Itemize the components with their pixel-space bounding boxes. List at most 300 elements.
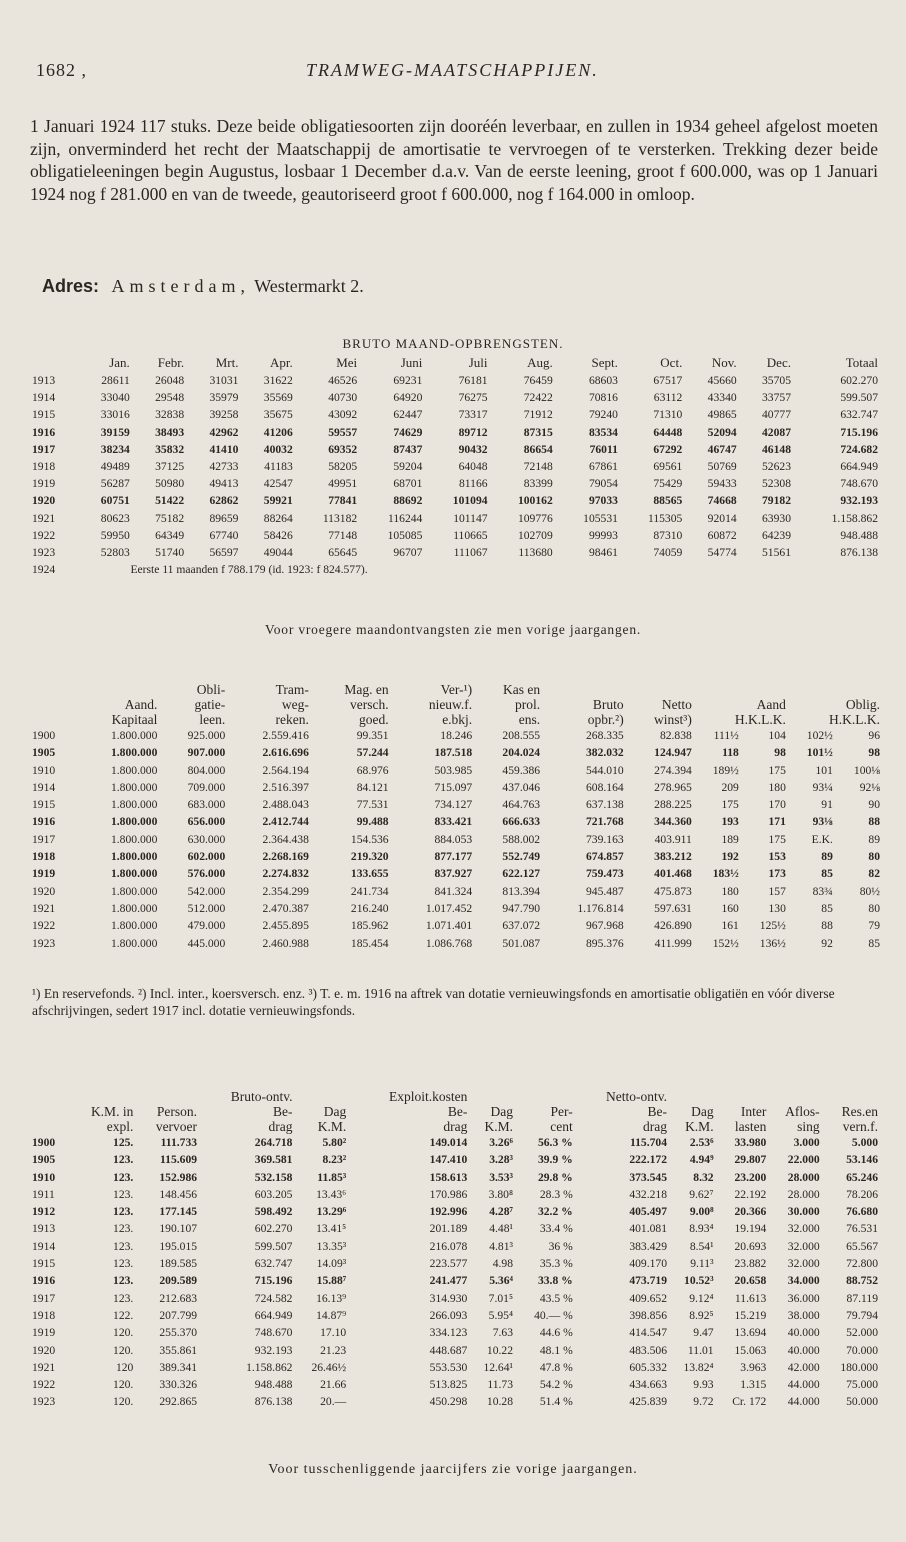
table-cell: 434.663 [629, 1378, 667, 1392]
table-cell: 32.000 [787, 1239, 820, 1253]
table-cell: 65645 [328, 546, 358, 560]
table-cell: 1921 [32, 1360, 56, 1374]
table-cell: 11.613 [734, 1291, 767, 1305]
table-cell: 9.47 [693, 1326, 714, 1340]
table-cell: 501.087 [502, 936, 541, 950]
table-cell: 43340 [707, 391, 737, 405]
table-cell: 241.734 [350, 884, 389, 898]
table-cell: 125½ [759, 919, 786, 933]
table-cell: 82.838 [659, 729, 692, 742]
table-cell: 724.582 [254, 1291, 293, 1305]
table-cell: 89 [868, 832, 880, 846]
table-cell: 599.507 [840, 391, 878, 405]
table-cell: 81166 [458, 477, 488, 491]
table-cell: 3.26⁶ [489, 1136, 513, 1149]
table-cell: 187.518 [434, 746, 473, 760]
table-row [32, 458, 878, 475]
column-header: Dag [490, 1104, 513, 1119]
table-cell: 1.800.000 [110, 780, 158, 794]
table-cell: 67740 [209, 528, 239, 542]
table-cell: 877.177 [434, 850, 473, 864]
table-row [32, 1342, 878, 1359]
table-cell: 31622 [263, 374, 293, 387]
table-cell: 30.000 [787, 1205, 820, 1219]
table-cell: 28.3 % [539, 1187, 573, 1201]
table-cell: 36.000 [787, 1291, 820, 1305]
column-header: prol. [514, 697, 541, 712]
table-cell: 1923 [32, 546, 56, 560]
table-cell: 79240 [588, 408, 618, 422]
table-cell: 603.205 [254, 1187, 293, 1201]
table-row [32, 510, 878, 527]
table-cell: 3.80⁸ [488, 1187, 513, 1201]
table-cell: 90432 [458, 442, 488, 456]
table-cell: 5.95⁴ [488, 1308, 513, 1322]
table-cell: 207.799 [159, 1308, 198, 1322]
table-cell: 115.609 [160, 1153, 198, 1167]
table-cell: 123. [113, 1170, 134, 1184]
column-header: Mag. en [344, 682, 389, 697]
table-cell: 42733 [209, 460, 239, 474]
table-cell: 1919 [32, 1326, 56, 1340]
table-cell: 2.412.744 [262, 815, 309, 829]
column-header [786, 682, 880, 697]
table-cell: 123. [113, 1257, 134, 1271]
table-row [32, 935, 880, 952]
table-cell: 111½ [713, 729, 739, 742]
table-cell: 109776 [517, 511, 553, 525]
column-header: Dag [691, 1104, 714, 1119]
table-cell: 123. [113, 1239, 134, 1253]
table-cell: 1.800.000 [110, 746, 158, 760]
table-cell: 64920 [393, 391, 423, 405]
table-cell: 398.856 [629, 1308, 667, 1322]
table-row [32, 441, 878, 458]
table-cell: 1922 [32, 919, 56, 933]
table-cell: 208.555 [502, 729, 541, 742]
table-cell: 632.747 [840, 408, 878, 422]
table-cell: 8.23² [322, 1153, 347, 1167]
table-cell: 93⅛ [812, 815, 833, 829]
table-cell: 1914 [32, 780, 56, 794]
table-cell: 4.94⁹ [689, 1153, 714, 1167]
table-cell: 83¾ [812, 884, 833, 898]
table-cell: 2.268.169 [262, 850, 309, 864]
table-cell: 2.364.438 [262, 832, 309, 846]
table-cell: 1917 [32, 1291, 56, 1305]
table-cell: 597.631 [654, 901, 692, 915]
table-cell: 16.13⁹ [316, 1291, 347, 1305]
table-cell: 23.882 [734, 1257, 767, 1271]
table-cell: 42087 [762, 425, 791, 439]
table-cell: 51422 [155, 494, 185, 508]
table-cell: 39258 [209, 408, 239, 422]
column-header: gatie- [194, 697, 226, 712]
table-cell: 76.531 [846, 1222, 878, 1236]
table-cell: 1910 [32, 763, 56, 777]
column-header: Be- [272, 1104, 293, 1119]
footnote-text: ¹) En reservefonds. ²) Incl. inter., koersversch. enz. ³) T. e. m. 1916 na aftrek van dotatie vernieuwingsfonds en amortisatie obligatiën en vóór diverse afschrijvingen, sedert 1917 incl. dotatie vernieuwingsfonds. [32, 986, 835, 1018]
table-cell: 664.949 [254, 1308, 293, 1322]
table-cell: 405.497 [629, 1205, 667, 1219]
column-header: K.M. [484, 1119, 513, 1134]
column-header [820, 1089, 878, 1104]
table-cell: 122. [113, 1308, 134, 1322]
table-cell: 52803 [100, 546, 130, 560]
table-cell: 32.000 [787, 1222, 820, 1236]
table-cell: 96 [868, 729, 880, 742]
table-cell: 85 [868, 936, 880, 950]
table-cell: 602.270 [840, 374, 878, 387]
column-header: H.K.L.K. [829, 712, 880, 727]
table-cell: 136½ [759, 936, 786, 950]
table-cell: 36 % [548, 1239, 573, 1253]
table-cell: 70816 [588, 391, 618, 405]
column-header [32, 697, 74, 712]
table-cell: 1916 [32, 1274, 56, 1288]
table-cell: 255.370 [159, 1326, 198, 1340]
table-cell: 382.032 [586, 746, 624, 760]
table-cell: 83399 [523, 477, 553, 491]
column-header: vern.f. [842, 1119, 878, 1134]
table-cell: 907.000 [187, 746, 226, 760]
column-header: H.K.L.K. [734, 712, 786, 727]
table-row [32, 779, 880, 796]
table-cell: 52094 [707, 425, 737, 439]
running-title: TRAMWEG-MAATSCHAPPIJEN. [306, 60, 599, 80]
table-cell: 278.965 [654, 780, 692, 794]
table-cell: 189.585 [159, 1257, 198, 1271]
table-cell: 40.000 [787, 1343, 820, 1357]
column-header: drag [443, 1119, 468, 1134]
table-cell: 369.581 [254, 1153, 293, 1167]
table-cell: 1.086.768 [425, 936, 473, 950]
table-cell: 101½ [806, 746, 833, 760]
table-cell: 59557 [328, 425, 358, 439]
table-cell: 11.85³ [317, 1170, 347, 1184]
table-cell: 98 [868, 746, 880, 760]
column-header: Dec. [766, 355, 791, 370]
table-row [32, 744, 880, 761]
column-header: Netto [661, 697, 692, 712]
table-cell: 605.332 [629, 1360, 667, 1374]
table-cell: 32.2 % [537, 1205, 573, 1219]
table-cell: 42962 [209, 425, 239, 439]
table-cell: 43.5 % [539, 1291, 573, 1305]
table-cell: 105531 [583, 511, 618, 525]
table-cell: 683.000 [187, 798, 226, 812]
table-cell: 1.800.000 [110, 763, 158, 777]
column-header [32, 712, 74, 727]
table-cell: 445.000 [187, 936, 226, 950]
table-cell: 100162 [517, 494, 553, 508]
operating-results-table [32, 1089, 878, 1411]
table-row [32, 1376, 878, 1393]
table-cell: 161 [721, 919, 739, 933]
column-header: Juni [400, 355, 423, 370]
table-cell: 209 [721, 780, 739, 794]
table-cell: 28.000 [787, 1187, 820, 1201]
table-cell: 5.80² [322, 1136, 347, 1149]
column-header: drag [268, 1119, 293, 1134]
table-cell: 75.000 [846, 1378, 878, 1392]
column-header: Juli [468, 355, 488, 370]
table-cell: 1917 [32, 832, 56, 846]
table-row [32, 561, 878, 578]
column-header: cent [550, 1119, 573, 1134]
table-cell: 544.010 [586, 763, 624, 777]
table-cell: 76011 [589, 442, 618, 456]
table-cell: 5.36⁴ [489, 1274, 513, 1288]
table-cell: 459.386 [502, 763, 541, 777]
table-cell: 98 [774, 746, 786, 760]
table-cell: 180 [721, 884, 739, 898]
table-cell: 1905 [32, 746, 56, 760]
table-cell: 355.861 [159, 1343, 198, 1357]
table-cell: 1920 [32, 884, 56, 898]
table-cell: 1.800.000 [110, 919, 158, 933]
table-cell: 409.652 [629, 1291, 667, 1305]
table-cell: 41410 [209, 442, 239, 456]
table-cell: 656.000 [187, 815, 226, 829]
table-cell: 123. [113, 1274, 134, 1288]
table-row [32, 1324, 878, 1341]
table-cell: 157 [768, 884, 786, 898]
column-header: K.M. in [90, 1104, 134, 1119]
table-cell: 1.800.000 [110, 901, 158, 915]
table-cell: 183½ [712, 867, 739, 881]
table-cell: 608.164 [586, 780, 624, 794]
table-cell: 734.127 [434, 798, 473, 812]
table-cell: 116244 [388, 511, 423, 525]
table-cell: 99993 [588, 528, 618, 542]
table-cell: 1.800.000 [110, 798, 158, 812]
table-cell: 14.09³ [316, 1257, 347, 1271]
table-cell: 4.81³ [489, 1239, 513, 1253]
table-cell: 450.298 [429, 1395, 468, 1409]
table-cell: 664.949 [840, 460, 878, 474]
table-cell: 87.119 [846, 1291, 878, 1305]
table-row [32, 1255, 878, 1272]
table-cell: 115305 [647, 511, 683, 525]
table-cell: 748.670 [254, 1326, 293, 1340]
table-cell: 78.206 [846, 1187, 878, 1201]
table-cell: 9.93 [693, 1378, 714, 1392]
table-cell: 1915 [32, 408, 56, 422]
table-cell: 4.48¹ [489, 1222, 513, 1236]
column-header: Aug. [527, 355, 553, 370]
table-cell: 598.492 [254, 1205, 293, 1219]
table-cell: 67861 [588, 460, 618, 474]
table-cell: 630.000 [187, 832, 226, 846]
table-cell: 3.963 [740, 1360, 767, 1374]
table-cell: 56597 [209, 546, 239, 560]
table-cell: 88565 [653, 494, 683, 508]
table-cell: 709.000 [187, 780, 226, 794]
table-cell: 111067 [453, 546, 488, 560]
table-cell: 88692 [393, 494, 423, 508]
table-cell: 75182 [155, 511, 185, 525]
table-cell: 426.890 [654, 919, 692, 933]
column-header: weg- [281, 697, 309, 712]
table-cell: 85 [821, 867, 833, 881]
table-cell: 759.473 [586, 867, 624, 881]
table-cell: 1921 [32, 901, 56, 915]
address-label: Adres: [42, 276, 100, 296]
table-cell: 120. [113, 1395, 134, 1409]
column-header [540, 682, 624, 697]
table-cell: 5.000 [851, 1136, 878, 1149]
table-cell: 59950 [100, 528, 130, 542]
table-row [32, 813, 880, 830]
table-cell: 1915 [32, 1257, 56, 1271]
table-row [32, 527, 878, 544]
table-cell: 1900 [32, 1136, 56, 1149]
table-cell: 1913 [32, 1222, 56, 1236]
column-header: Netto-ontv. [606, 1089, 667, 1104]
table2-footnote [32, 985, 878, 1019]
table-cell: 133.655 [350, 867, 389, 881]
table-cell: 93¼ [812, 780, 833, 794]
table-cell: 120 [115, 1360, 134, 1374]
table-cell: 79054 [588, 477, 618, 491]
table-cell: 9.00⁸ [689, 1205, 714, 1219]
table-row [32, 492, 878, 509]
table-cell: 553.530 [429, 1360, 468, 1374]
table-cell: 637.072 [502, 919, 541, 933]
table-cell: 1913 [32, 374, 56, 387]
table1-title: BRUTO MAAND-OPBRENGSTEN. [342, 336, 564, 351]
table-cell: 67292 [653, 442, 683, 456]
table-row [32, 1203, 878, 1220]
table-cell: 715.196 [254, 1274, 293, 1288]
column-header: Sept. [591, 355, 618, 370]
column-header: Res.en [841, 1104, 878, 1119]
table-cell: 120. [113, 1326, 134, 1340]
column-header [32, 1104, 68, 1119]
column-header: Exploit.kosten [388, 1089, 468, 1104]
table-cell: 10.22 [486, 1343, 513, 1357]
column-header: K.M. [317, 1119, 347, 1134]
intro-paragraph [30, 115, 878, 205]
table-cell: 201.189 [429, 1222, 468, 1236]
column-header: Febr. [157, 355, 185, 370]
table-cell: 20.— [320, 1395, 347, 1409]
table-cell: 185.454 [350, 936, 389, 950]
table-cell: 212.683 [159, 1291, 198, 1305]
table-cell: 20.366 [734, 1205, 767, 1219]
table-cell: 19.194 [734, 1222, 767, 1236]
table-cell: 26.46½ [311, 1360, 347, 1374]
table-cell: 47.8 % [539, 1360, 573, 1374]
table-cell: 925.000 [187, 729, 226, 742]
table-cell: 97033 [588, 494, 618, 508]
table-cell: 483.506 [629, 1343, 667, 1357]
table-cell: 414.547 [629, 1326, 667, 1340]
table-cell: 401.468 [654, 867, 692, 881]
table-cell: 1.800.000 [110, 832, 158, 846]
table-cell: 512.000 [187, 901, 226, 915]
table-cell: 1.071.401 [425, 919, 473, 933]
table-cell: 15.219 [734, 1308, 767, 1322]
table-cell: 1924 [32, 563, 56, 577]
page-header [36, 60, 876, 84]
table-cell: 82 [868, 867, 880, 881]
table-cell: 111.733 [160, 1136, 198, 1149]
table-cell: 160 [721, 901, 739, 915]
table-cell: 68701 [393, 477, 423, 491]
table-cell: 68603 [588, 374, 618, 387]
table-cell: 49865 [707, 408, 737, 422]
table-cell: 967.968 [586, 919, 624, 933]
table-cell: 29.807 [734, 1153, 767, 1167]
table-cell: 101094 [452, 494, 488, 508]
column-header: Nov. [711, 355, 737, 370]
table-cell: 80623 [100, 511, 130, 525]
table-cell: 40.— % [534, 1308, 573, 1322]
header-row [32, 682, 880, 697]
table-row [32, 883, 880, 900]
table-cell: 241.477 [429, 1274, 468, 1288]
table-cell: 89 [821, 850, 833, 864]
table-cell: 721.768 [586, 815, 624, 829]
column-header: e.bkj. [442, 712, 473, 727]
table-cell: 1910 [32, 1170, 56, 1184]
table-cell: 411.999 [654, 936, 692, 950]
table-cell: 40730 [328, 391, 358, 405]
table-cell: 219.320 [350, 850, 389, 864]
table-cell: 20.658 [734, 1274, 767, 1288]
table-cell: 85 [821, 901, 833, 915]
column-header [74, 682, 158, 697]
table-cell: 1920 [32, 494, 56, 508]
table-cell: 44.000 [787, 1378, 820, 1392]
table-row [32, 1393, 878, 1410]
table-cell: 54774 [707, 546, 737, 560]
table-cell: 53.146 [846, 1153, 878, 1167]
table-cell: 60751 [100, 494, 130, 508]
table-cell: 274.394 [654, 763, 692, 777]
table-cell: 2.470.387 [262, 901, 309, 915]
table-cell: 2.516.397 [262, 780, 309, 794]
table-cell: 40.000 [787, 1326, 820, 1340]
table-cell: 552.749 [502, 850, 541, 864]
header-row [32, 354, 878, 372]
table-row [32, 1272, 878, 1289]
table-cell: 195.015 [159, 1239, 198, 1253]
table-cell: 9.12⁴ [689, 1291, 714, 1305]
table-cell: 74629 [393, 425, 423, 439]
address-city: Amsterdam, [111, 276, 250, 296]
table-cell: 715.196 [840, 425, 878, 439]
table-cell: 72.800 [846, 1257, 878, 1271]
column-header: Tram- [275, 682, 309, 697]
table-cell: 841.324 [434, 884, 473, 898]
table-cell: 1923 [32, 1395, 56, 1409]
table-cell: 48.1 % [539, 1343, 573, 1357]
table-cell: 88264 [263, 511, 293, 525]
table-cell: 216.240 [350, 901, 389, 915]
table-cell: 76459 [523, 374, 553, 387]
table-cell: 804.000 [187, 763, 226, 777]
table-cell: 190.107 [159, 1222, 198, 1236]
table-cell: 21.66 [320, 1378, 347, 1392]
table-cell: 513.825 [429, 1378, 468, 1392]
table-row [32, 475, 878, 492]
table-cell: 2.488.043 [262, 798, 309, 812]
table-cell: 22.000 [787, 1153, 820, 1167]
table-cell: 56.3 % [537, 1136, 573, 1149]
